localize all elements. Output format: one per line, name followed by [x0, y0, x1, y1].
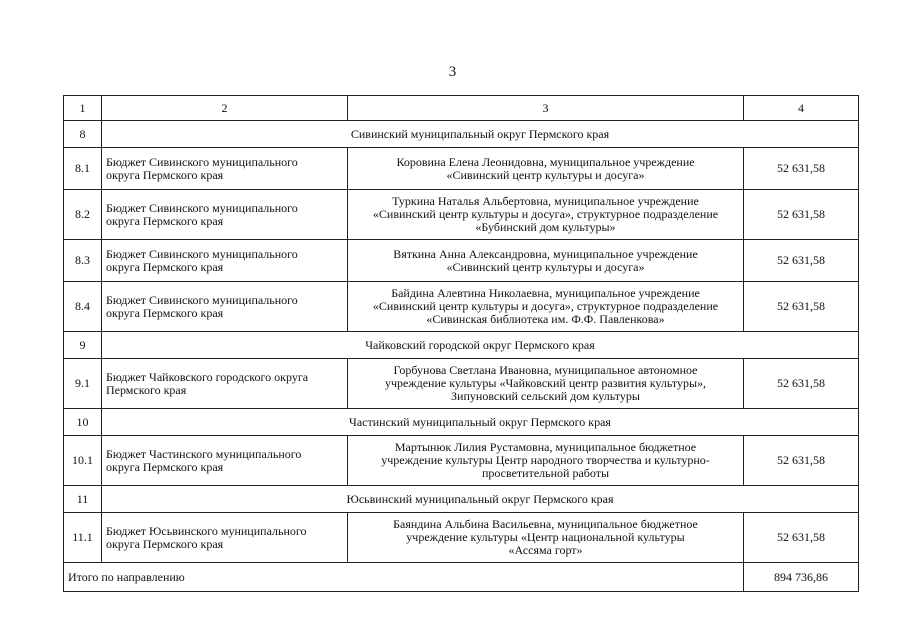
table-row [64, 148, 859, 190]
table-header-row [64, 96, 859, 121]
recipient-line: «Сивинский центр культуры и досуга», структурное подразделение [372, 207, 719, 221]
recipient-line: «Бубинский дом культуры» [475, 220, 616, 234]
recipient-line: «Сивинский центр культуры и досуга» [446, 167, 645, 182]
budget-line: округа Пермского края [106, 167, 224, 182]
page-number: 3 [448, 64, 457, 80]
section-title: Сивинский муниципальный округ Пермского края [102, 121, 859, 148]
row-number: 8.4 [64, 282, 102, 332]
amount-cell: 52 631,58 [744, 282, 859, 332]
row-number: 10.1 [64, 436, 102, 486]
recipient-line: «Сивинская библиотека им. Ф.Ф. Павленкова» [426, 312, 665, 326]
budget-cell [102, 282, 348, 332]
recipient-line: просветительной работы [481, 466, 610, 480]
budget-cell [102, 148, 348, 190]
recipient-line: «Сивинский центр культуры и досуга», структурное подразделение [372, 299, 719, 313]
row-number: 8.2 [64, 190, 102, 240]
section-number: 11 [64, 486, 102, 513]
header-col-4: 4 [744, 96, 859, 121]
header-col-1: 1 [64, 96, 102, 121]
recipient-line: Баяндина Альбина Васильевна, муниципальное бюджетное [393, 517, 698, 531]
row-number: 11.1 [64, 513, 102, 563]
recipient-cell [348, 240, 744, 282]
budget-line: Бюджет Чайковского городского округа [106, 369, 309, 384]
recipient-line: Туркина Наталья Альбертовна, муниципальное учреждение [392, 194, 699, 208]
budget-line: округа Пермского края [106, 536, 224, 551]
header-col-3: 3 [348, 96, 744, 121]
budget-line: Пермского края [106, 382, 187, 397]
allocation-table [63, 95, 859, 592]
section-number: 10 [64, 409, 102, 436]
budget-line: Бюджет Сивинского муниципального [106, 200, 298, 215]
row-number: 9.1 [64, 359, 102, 409]
total-amount: 894 736,86 [744, 563, 859, 592]
section-title: Чайковский городской округ Пермского края [102, 332, 859, 359]
row-number: 8.1 [64, 148, 102, 190]
section-row [64, 332, 859, 359]
total-label: Итого по направлению [64, 563, 744, 592]
section-title: Юсьвинский муниципальный округ Пермского края [102, 486, 859, 513]
recipient-line: учреждение культуры «Чайковский центр развития культуры», [384, 376, 707, 390]
budget-line: округа Пермского края [106, 213, 224, 228]
amount-cell: 52 631,58 [744, 148, 859, 190]
table-row [64, 282, 859, 332]
budget-line: Бюджет Сивинского муниципального [106, 154, 298, 169]
amount-cell: 52 631,58 [744, 513, 859, 563]
budget-line: округа Пермского края [106, 259, 224, 274]
budget-line: Бюджет Частинского муниципального [106, 446, 302, 461]
total-row [64, 563, 859, 592]
recipient-cell [348, 359, 744, 409]
section-number: 9 [64, 332, 102, 359]
budget-cell [102, 190, 348, 240]
amount-cell: 52 631,58 [744, 190, 859, 240]
budget-cell [102, 436, 348, 486]
budget-line: округа Пермского края [106, 305, 224, 320]
amount-cell: 52 631,58 [744, 436, 859, 486]
recipient-cell [348, 190, 744, 240]
table-row [64, 513, 859, 563]
budget-line: Бюджет Сивинского муниципального [106, 292, 298, 307]
recipient-cell [348, 282, 744, 332]
recipient-line: Вяткина Анна Александровна, муниципальное учреждение [393, 246, 698, 261]
recipient-line: «Сивинский центр культуры и досуга» [446, 259, 645, 274]
header-col-2: 2 [102, 96, 348, 121]
recipient-line: учреждение культуры Центр народного творчества и культурно- [381, 453, 710, 467]
recipient-line: Зипуновский сельский дом культуры [451, 389, 640, 403]
recipient-line: Мартынюк Лилия Рустамовна, муниципальное бюджетное [394, 440, 697, 454]
recipient-line: Коровина Елена Леонидовна, муниципальное учреждение [396, 154, 695, 169]
section-row [64, 121, 859, 148]
section-row [64, 409, 859, 436]
table-row [64, 436, 859, 486]
table-row [64, 190, 859, 240]
budget-line: Бюджет Сивинского муниципального [106, 246, 298, 261]
recipient-line: Байдина Алевтина Николаевна, муниципальное учреждение [391, 286, 700, 300]
amount-cell: 52 631,58 [744, 240, 859, 282]
recipient-line: «Ассяма горт» [508, 543, 583, 557]
section-row [64, 486, 859, 513]
recipient-line: Горбунова Светлана Ивановна, муниципальное автономное [393, 363, 698, 377]
section-number: 8 [64, 121, 102, 148]
budget-cell [102, 513, 348, 563]
table-row [64, 240, 859, 282]
budget-line: округа Пермского края [106, 459, 224, 474]
budget-cell [102, 240, 348, 282]
table-row [64, 359, 859, 409]
recipient-cell [348, 148, 744, 190]
amount-cell: 52 631,58 [744, 359, 859, 409]
recipient-line: учреждение культуры «Центр национальной культуры [406, 530, 685, 544]
row-number: 8.3 [64, 240, 102, 282]
recipient-cell [348, 513, 744, 563]
budget-line: Бюджет Юсьвинского муниципального [106, 523, 307, 538]
section-title: Частинский муниципальный округ Пермского края [102, 409, 859, 436]
recipient-cell [348, 436, 744, 486]
budget-cell [102, 359, 348, 409]
